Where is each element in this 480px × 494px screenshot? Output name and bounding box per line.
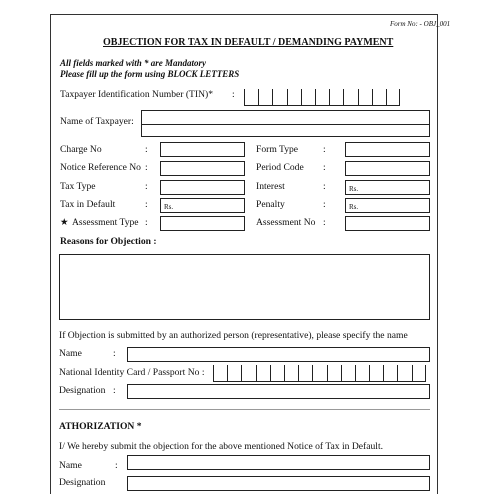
tin-input[interactable] <box>244 89 400 106</box>
form-number: Form No: - OBJ_001 <box>390 20 451 28</box>
block-letters-note: Please fill up the form using BLOCK LETTERS <box>60 69 240 79</box>
charge-no-field[interactable] <box>160 142 245 157</box>
tax-type-colon: : <box>145 181 148 192</box>
assessment-type-colon: : <box>145 217 148 228</box>
mandatory-note: All fields marked with * are Mandatory <box>60 58 207 68</box>
reasons-textarea[interactable] <box>59 254 430 320</box>
period-code-colon: : <box>323 162 326 173</box>
tax-in-default-label: Tax in Default <box>60 199 116 210</box>
taxpayer-name-field-line2[interactable] <box>141 125 430 137</box>
penalty-colon: : <box>323 199 326 210</box>
penalty-field[interactable] <box>345 198 430 213</box>
penalty-label: Penalty <box>256 199 285 210</box>
notice-ref-label: Notice Reference No <box>60 162 141 173</box>
representative-name-field[interactable] <box>127 347 430 362</box>
notice-ref-colon: : <box>145 162 148 173</box>
interest-field[interactable] <box>345 180 430 195</box>
representative-intro: If Objection is submitted by an authorized person (representative), please specify the name <box>59 330 408 341</box>
charge-no-label: Charge No <box>60 144 102 155</box>
assessment-no-colon: : <box>323 217 326 228</box>
tax-type-label: Tax Type <box>60 181 96 192</box>
authorization-designation-label: Designation <box>59 477 106 488</box>
representative-designation-colon: : <box>113 385 116 396</box>
period-code-label: Period Code <box>256 162 304 173</box>
tax-type-field[interactable] <box>160 180 245 195</box>
tax-in-default-currency: Rs. <box>164 203 174 211</box>
tax-in-default-field[interactable] <box>160 198 245 213</box>
star-icon: ★ <box>60 217 69 228</box>
authorization-heading: ATHORIZATION * <box>59 421 142 432</box>
authorization-name-field[interactable] <box>127 455 430 470</box>
section-divider <box>59 409 430 410</box>
representative-name-colon: : <box>113 348 116 359</box>
form-type-colon: : <box>323 144 326 155</box>
taxpayer-name-field[interactable] <box>141 110 430 125</box>
reasons-heading: Reasons for Objection : <box>60 236 157 247</box>
taxpayer-name-label: Name of Taxpayer: <box>60 116 134 127</box>
tin-colon: : <box>232 89 235 100</box>
tax-in-default-colon: : <box>145 199 148 210</box>
tin-label: Taxpayer Identification Number (TIN)* <box>60 89 214 100</box>
authorization-designation-field[interactable] <box>127 476 430 491</box>
authorization-statement: I/ We hereby submit the objection for the above mentioned Notice of Tax in Default. <box>59 441 384 452</box>
assessment-no-field[interactable] <box>345 216 430 231</box>
form-type-field[interactable] <box>345 142 430 157</box>
interest-currency: Rs. <box>349 185 359 193</box>
interest-label: Interest <box>256 181 285 192</box>
notice-ref-field[interactable] <box>160 161 245 176</box>
authorization-name-colon: : <box>115 460 118 471</box>
interest-colon: : <box>323 181 326 192</box>
authorization-name-label: Name <box>59 460 82 471</box>
nic-label: National Identity Card / Passport No : <box>59 367 205 378</box>
assessment-type-field[interactable] <box>160 216 245 231</box>
form-title: OBJECTION FOR TAX IN DEFAULT / DEMANDING PAYMENT <box>103 37 394 48</box>
assessment-type-label: Assessment Type <box>72 217 139 228</box>
representative-designation-field[interactable] <box>127 384 430 399</box>
representative-name-label: Name <box>59 348 82 359</box>
charge-no-colon: : <box>145 144 148 155</box>
assessment-no-label: Assessment No <box>256 217 316 228</box>
period-code-field[interactable] <box>345 161 430 176</box>
penalty-currency: Rs. <box>349 203 359 211</box>
form-type-label: Form Type <box>256 144 299 155</box>
nic-input[interactable] <box>213 365 426 382</box>
representative-designation-label: Designation <box>59 385 106 396</box>
